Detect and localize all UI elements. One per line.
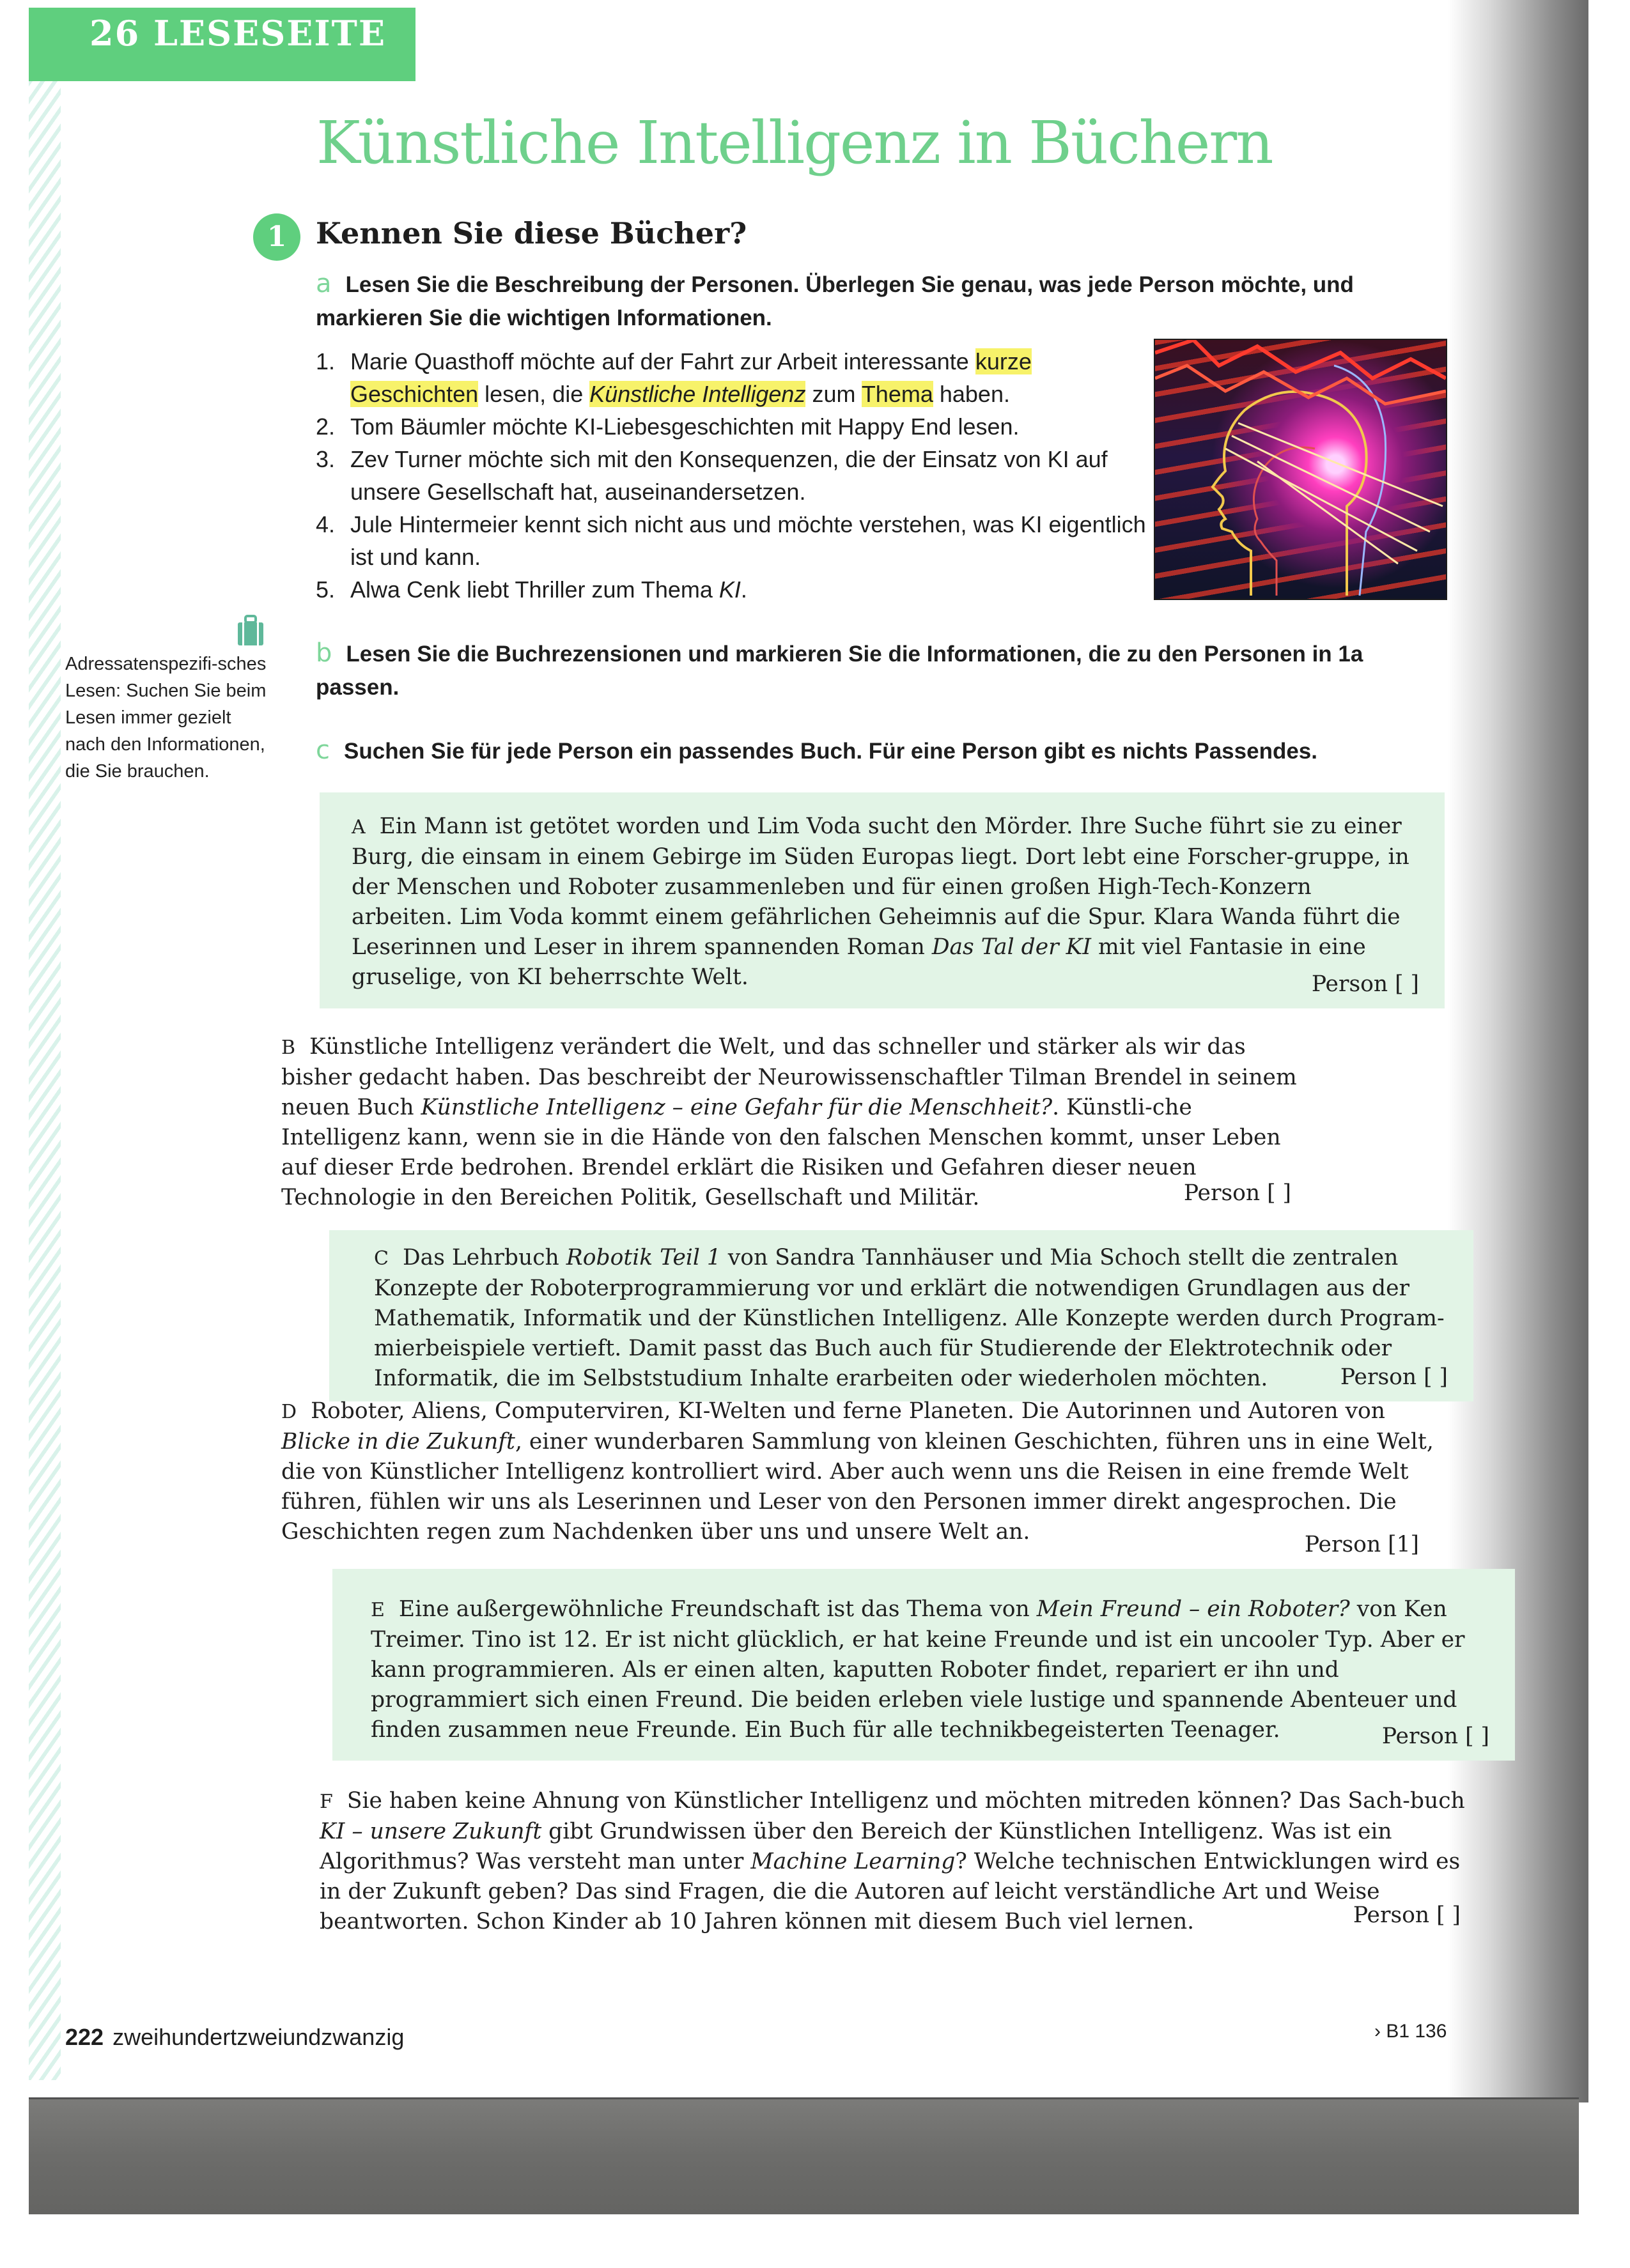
person-answer-field[interactable]: Person [ ]	[1183, 1180, 1291, 1206]
italic-title: Künstliche Intelligenz – eine Gefahr für die Menschheit?	[421, 1095, 1053, 1120]
task-a-letter: a	[316, 269, 332, 298]
person-item-number: 1.	[316, 348, 336, 374]
highlighted-text: Künstliche Intelligenz	[589, 381, 806, 407]
review-letter: D	[281, 1401, 297, 1423]
text-run: Zev Turner möchte sich mit den Konsequenzen, die der Einsatz von KI auf unsere Gesellschaft hat, auseinandersetzen.	[350, 446, 1108, 505]
text-run: .	[740, 576, 747, 603]
ai-head-outline-graphic	[1155, 340, 1446, 599]
task-b-text: Lesen Sie die Buchrezensionen und markieren Sie die Informationen, die zu den Personen in 1a passen.	[316, 642, 1363, 700]
text-run: von Ken Treimer. Tino ist 12. Er ist nicht glücklich, er hat keine Freunde und ist ein uncooler Typ. Aber er kann programmieren. Als er einen alten, kaputten Roboter findet, repariert er ihn und programmiert sich einen Freund. Die beiden erleben viele lustige und spannende Abenteuer und finden zusammen neue Freunde. Ein Buch für alle technikbegeisterten Teenager.	[371, 1596, 1465, 1743]
text-run: Alwa Cenk liebt Thriller zum Thema	[350, 576, 719, 603]
text-run: Tom Bäumler möchte KI-Liebesgeschichten mit Happy End lesen.	[350, 413, 1020, 440]
strategy-tip: Adressatenspezifi-sches Lesen: Suchen Sie beim Lesen immer gezielt nach den Informationen, die Sie brauchen.	[65, 654, 267, 782]
person-item	[316, 443, 1147, 508]
italic-title: KI	[718, 576, 741, 603]
italic-title: Robotik Teil 1	[566, 1245, 721, 1270]
workbook-reference: › B1 136	[1374, 2021, 1447, 2042]
text-run: Das Lehrbuch	[402, 1245, 566, 1270]
review-f	[310, 1786, 1486, 1940]
text-run: Eine außergewöhnliche Freundschaft ist das Thema von	[398, 1596, 1037, 1622]
page-number: 222	[65, 2024, 104, 2050]
person-list	[316, 345, 1147, 606]
text-run: Jule Hintermeier kennt sich nicht aus und möchte verstehen, was KI eigentlich ist und kann.	[350, 511, 1146, 570]
text-run: von Sandra Tannhäuser und Mia Schoch stellt die zentralen Konzepte der Roboterprogrammierung vor und erklärt die notwendigen Grundlagen aus der Mathematik, Informatik und der Künstlichen Intelligenz. Alle Konzepte werden durch Program-mierbeispiele vertieft. Damit passt das Buch auch für Studierende der Elektrotechnik oder Informatik, die im Selbststudium Inhalte erarbeiten oder wiederholen möchten.	[374, 1245, 1445, 1391]
person-item-number: 4.	[316, 511, 336, 537]
italic-title: Blicke in die Zukunft	[281, 1429, 515, 1454]
text-run: Roboter, Aliens, Computerviren, KI-Welten und ferne Planeten. Die Autorinnen und Autoren von	[311, 1398, 1386, 1424]
person-item-number: 5.	[316, 576, 336, 603]
person-item	[316, 508, 1147, 573]
task-b-instruction	[316, 636, 1402, 704]
person-item	[316, 410, 1147, 443]
person-answer-field[interactable]: Person [ ]	[1381, 1724, 1489, 1749]
review-e	[332, 1569, 1515, 1761]
italic-title: Machine Learning	[750, 1849, 956, 1874]
text-run: , einer wunderbaren Sammlung von kleinen Geschichten, führen uns in eine Welt, die von Künstlicher Intelligenz kontrolliert wird. Aber auch wenn uns die Reisen in eine fremde Welt führen, fühlen wir uns als Leserinnen und Leser von den Personen immer direkt angesprochen. Die Geschichten regen zum Nachdenken über uns und unsere Welt an.	[281, 1429, 1434, 1545]
review-letter: A	[352, 816, 366, 838]
review-a	[320, 792, 1445, 1008]
text-run: mit viel Fantasie in eine gruselige, von KI beherrschte Welt.	[352, 934, 1366, 990]
highlighted-text: kurze Geschichten	[350, 348, 1032, 407]
text-run: Marie Quasthoff möchte auf der Fahrt zur Arbeit interessante	[350, 348, 975, 374]
person-answer-field[interactable]: Person [ ]	[1353, 1902, 1461, 1928]
italic-title: KI – unsere Zukunft	[320, 1819, 542, 1844]
exercise-number-badge: 1	[253, 213, 300, 261]
text-run: . Künstli-che Intelligenz kann, wenn sie in die Hände von den falschen Menschen kommt, unser Leben auf dieser Erde bedrohen. Brendel erklärt die Risiken und Gefahren dieser neuen Technologie in den Bereichen Politik, Gesellschaft und Militär.	[281, 1095, 1281, 1210]
text-run: gibt Grundwissen über den Bereich der Künstlichen Intelligenz. Was ist ein Algorithmus? Was versteht man unter	[320, 1819, 1392, 1874]
person-answer-field[interactable]: Person [ ]	[1311, 971, 1419, 997]
task-a-text: Lesen Sie die Beschreibung der Personen. Überlegen Sie genau, was jede Person möchte, und markieren Sie die wichtigen Informationen.	[316, 272, 1354, 330]
highlighted-text: Thema	[861, 381, 933, 407]
decorative-side-stripe	[29, 80, 61, 2080]
task-a-instruction	[316, 267, 1402, 335]
person-answer-field[interactable]: Person [ ]	[1340, 1364, 1448, 1390]
text-run: haben.	[933, 381, 1010, 407]
chapter-tab-label: 26 LESESEITE	[89, 13, 386, 54]
text-run: ? Welche technischen Entwicklungen wird es in der Zukunft geben? Das sind Fragen, die die Autoren auf leicht verständliche Art und Weise beantworten. Schon Kinder ab 10 Jahren können mit diesem Buch viel lernen.	[320, 1849, 1461, 1934]
person-item-number: 3.	[316, 446, 336, 472]
task-c-instruction	[316, 734, 1402, 768]
ai-head-illustration	[1154, 339, 1447, 600]
italic-title: Mein Freund – ein Roboter?	[1036, 1596, 1350, 1622]
person-item	[316, 345, 1147, 410]
review-letter: B	[281, 1037, 296, 1059]
review-letter: F	[320, 1791, 333, 1813]
task-c-text: Suchen Sie für jede Person ein passendes Buch. Für eine Person gibt es nichts Passendes.	[344, 739, 1317, 764]
text-run: zum	[805, 381, 862, 407]
page-number-words: zweihundertzweiundzwanzig	[113, 2024, 405, 2050]
person-answer-field[interactable]: Person [1]	[1304, 1532, 1419, 1557]
task-b-letter: b	[316, 638, 332, 668]
scan-bottom-band	[29, 2099, 1579, 2214]
text-run: lesen, die	[478, 381, 590, 407]
text-run: Künstliche Intelligenz verändert die Welt, und das schneller und stärker als wir das bisher gedacht haben. Das beschreibt der Neurowissenschaftler Tilman Brendel in seinem neuen Buch	[281, 1034, 1297, 1120]
briefcase-icon	[237, 615, 265, 649]
page-footer	[65, 2024, 404, 2051]
person-item	[316, 573, 1147, 606]
review-letter: C	[374, 1247, 389, 1270]
text-run: Ein Mann ist getötet worden und Lim Voda sucht den Mörder. Ihre Suche führt sie zu einer Burg, die einsam in einem Gebirge im Süden Europas liegt. Dort lebt eine Forscher-gruppe, in der Menschen und Roboter zusammenleben und für einen großen High-Tech-Konzern arbeiten. Lim Voda kommt einem gefährlichen Geheimnis auf die Spur. Klara Wanda führt die Leserinnen und Leser in ihrem spannenden Roman	[352, 814, 1409, 960]
review-d	[275, 1396, 1445, 1569]
exercise-title: Kennen Sie diese Bücher?	[316, 216, 747, 251]
italic-title: Das Tal der KI	[931, 934, 1091, 960]
review-c	[329, 1230, 1473, 1401]
text-run: Sie haben keine Ahnung von Künstlicher Intelligenz und möchten mitreden können? Das Sach-buch	[346, 1788, 1465, 1814]
review-letter: E	[371, 1599, 385, 1621]
task-c-letter: c	[316, 736, 330, 765]
page-title: Künstliche Intelligenz in Büchern	[316, 109, 1273, 177]
review-b	[275, 1032, 1317, 1217]
person-item-number: 2.	[316, 413, 336, 440]
